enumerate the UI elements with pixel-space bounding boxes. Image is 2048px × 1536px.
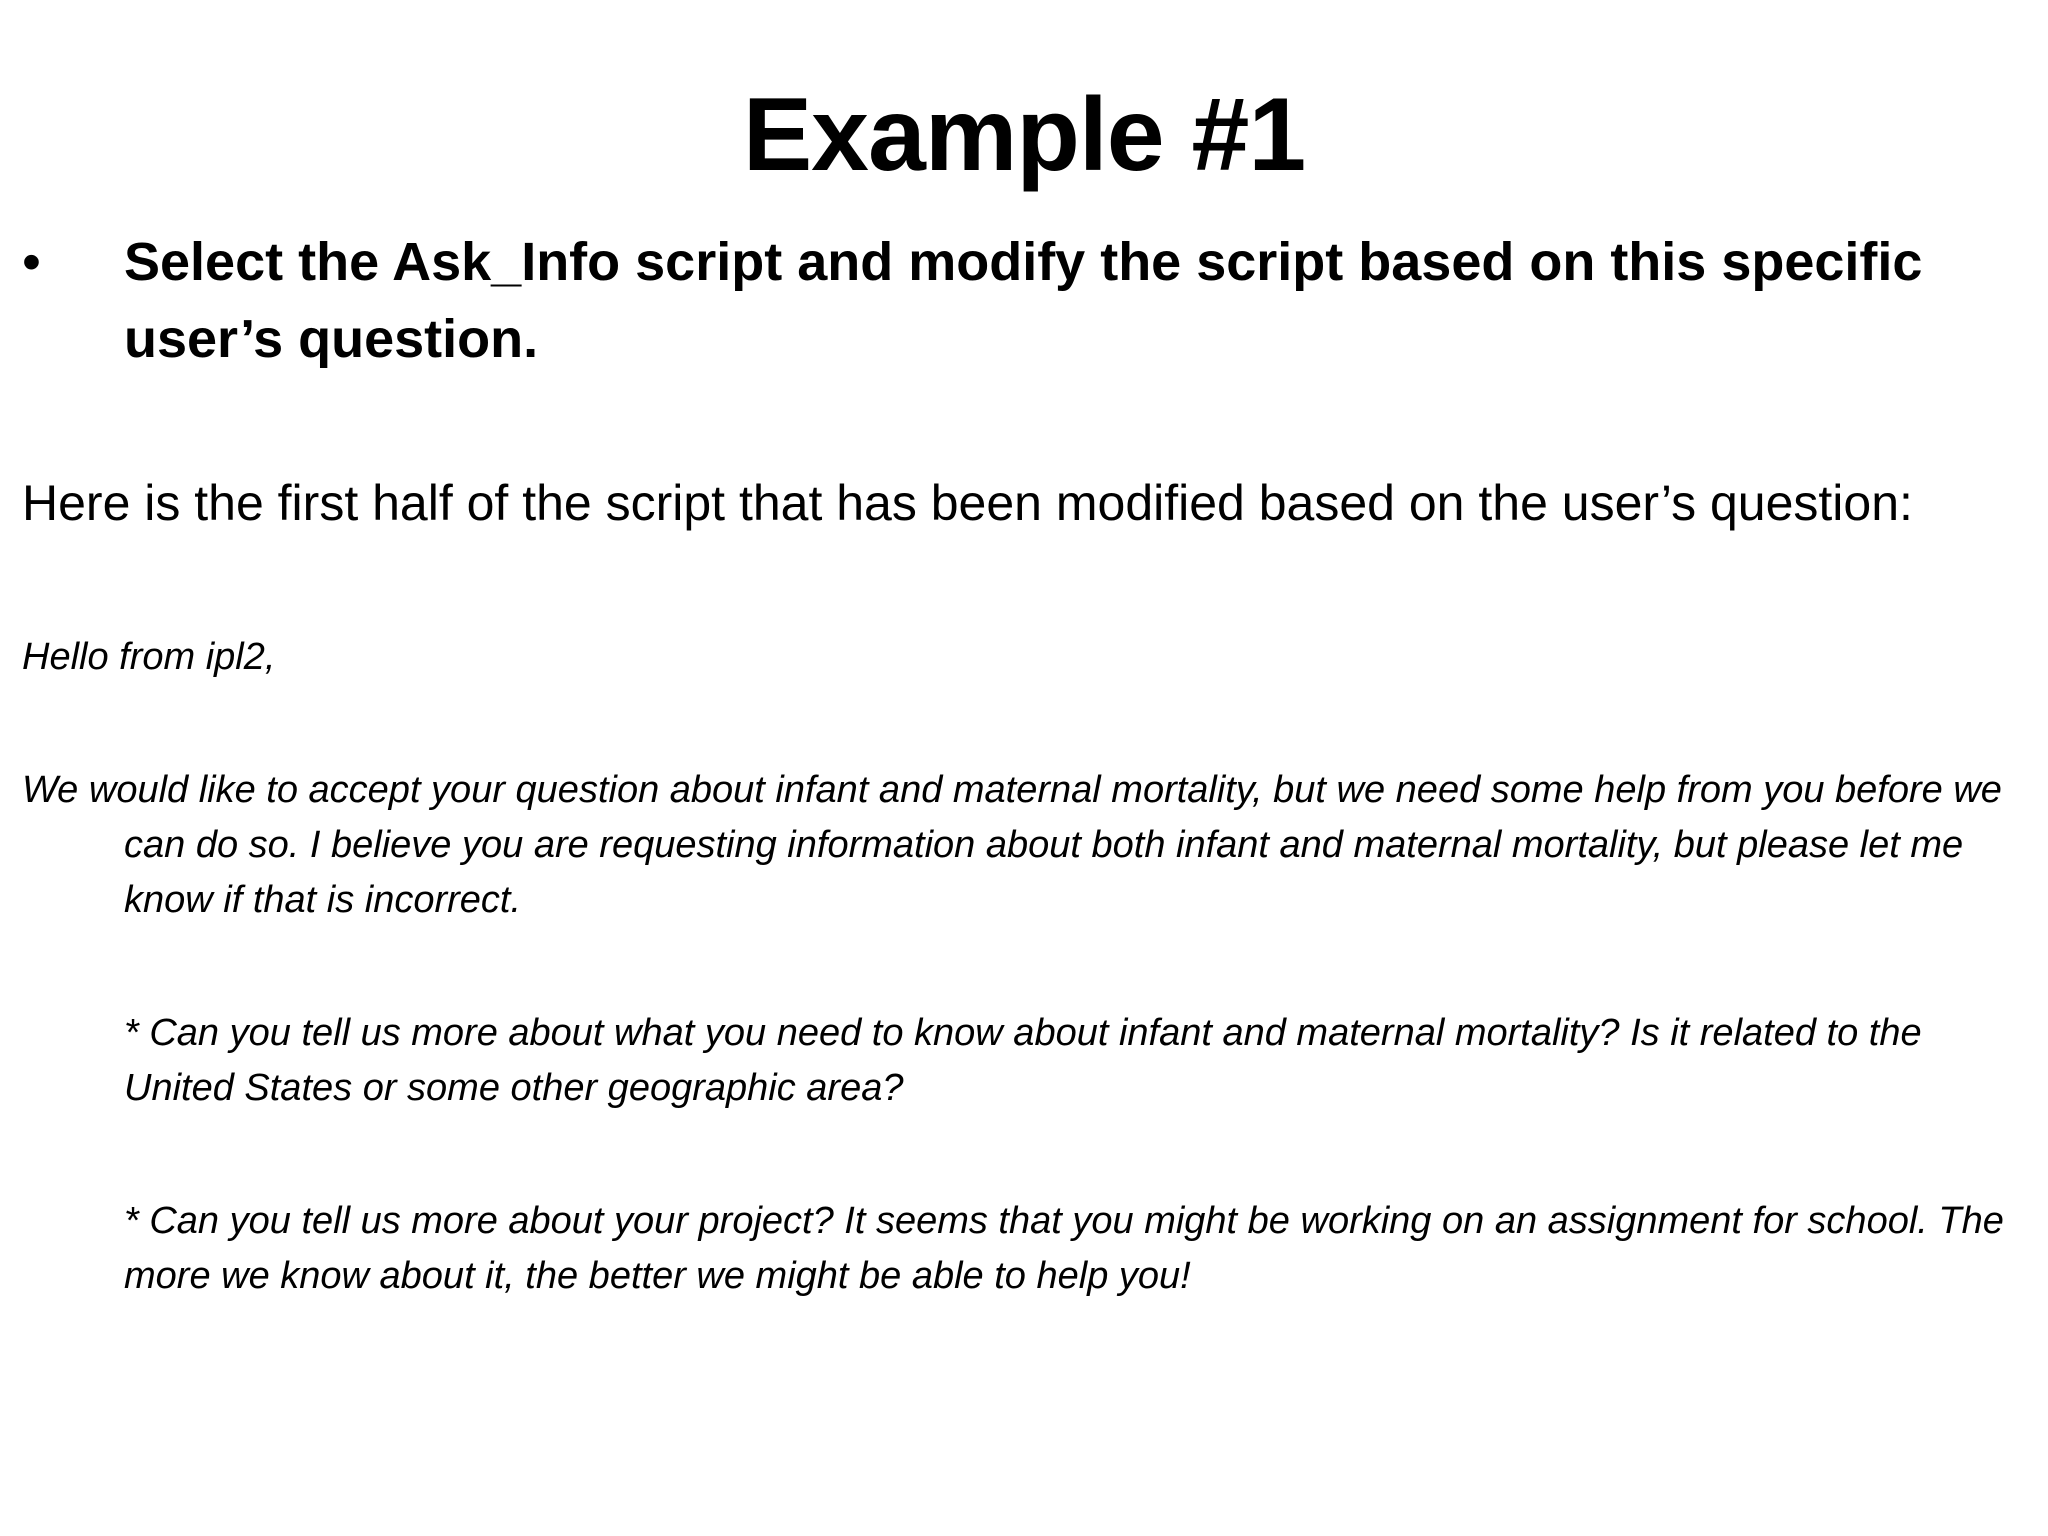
script-greeting: Hello from ipl2, (22, 636, 276, 678)
slide-title: Example #1 (742, 77, 1306, 193)
script-example (22, 630, 2032, 1382)
intro-text: Here is the first half of the script that has been modified based on the user’s question: (22, 475, 1913, 531)
instruction-bullet (22, 224, 2012, 378)
script-question-item: * Can you tell us more about your project? It seems that you might be working on an assignment for school. The more we know about it, the better we might be able to help you! (124, 1200, 2004, 1297)
script-paragraph: We would like to accept your question about infant and maternal mortality, but we need some help from you before we can do so. I believe you are requesting information about both infant and maternal mortality, but please let me know if that is incorrect. (22, 769, 2002, 921)
script-question-item: * Can you tell us more about what you need to know about infant and maternal mortality? Is it related to the United States or some other geographic area? (124, 1012, 1922, 1109)
bullet-marker: • (22, 232, 41, 292)
instruction-text: Select the Ask_Info script and modify the script based on this specific user’s question. (124, 232, 1923, 369)
